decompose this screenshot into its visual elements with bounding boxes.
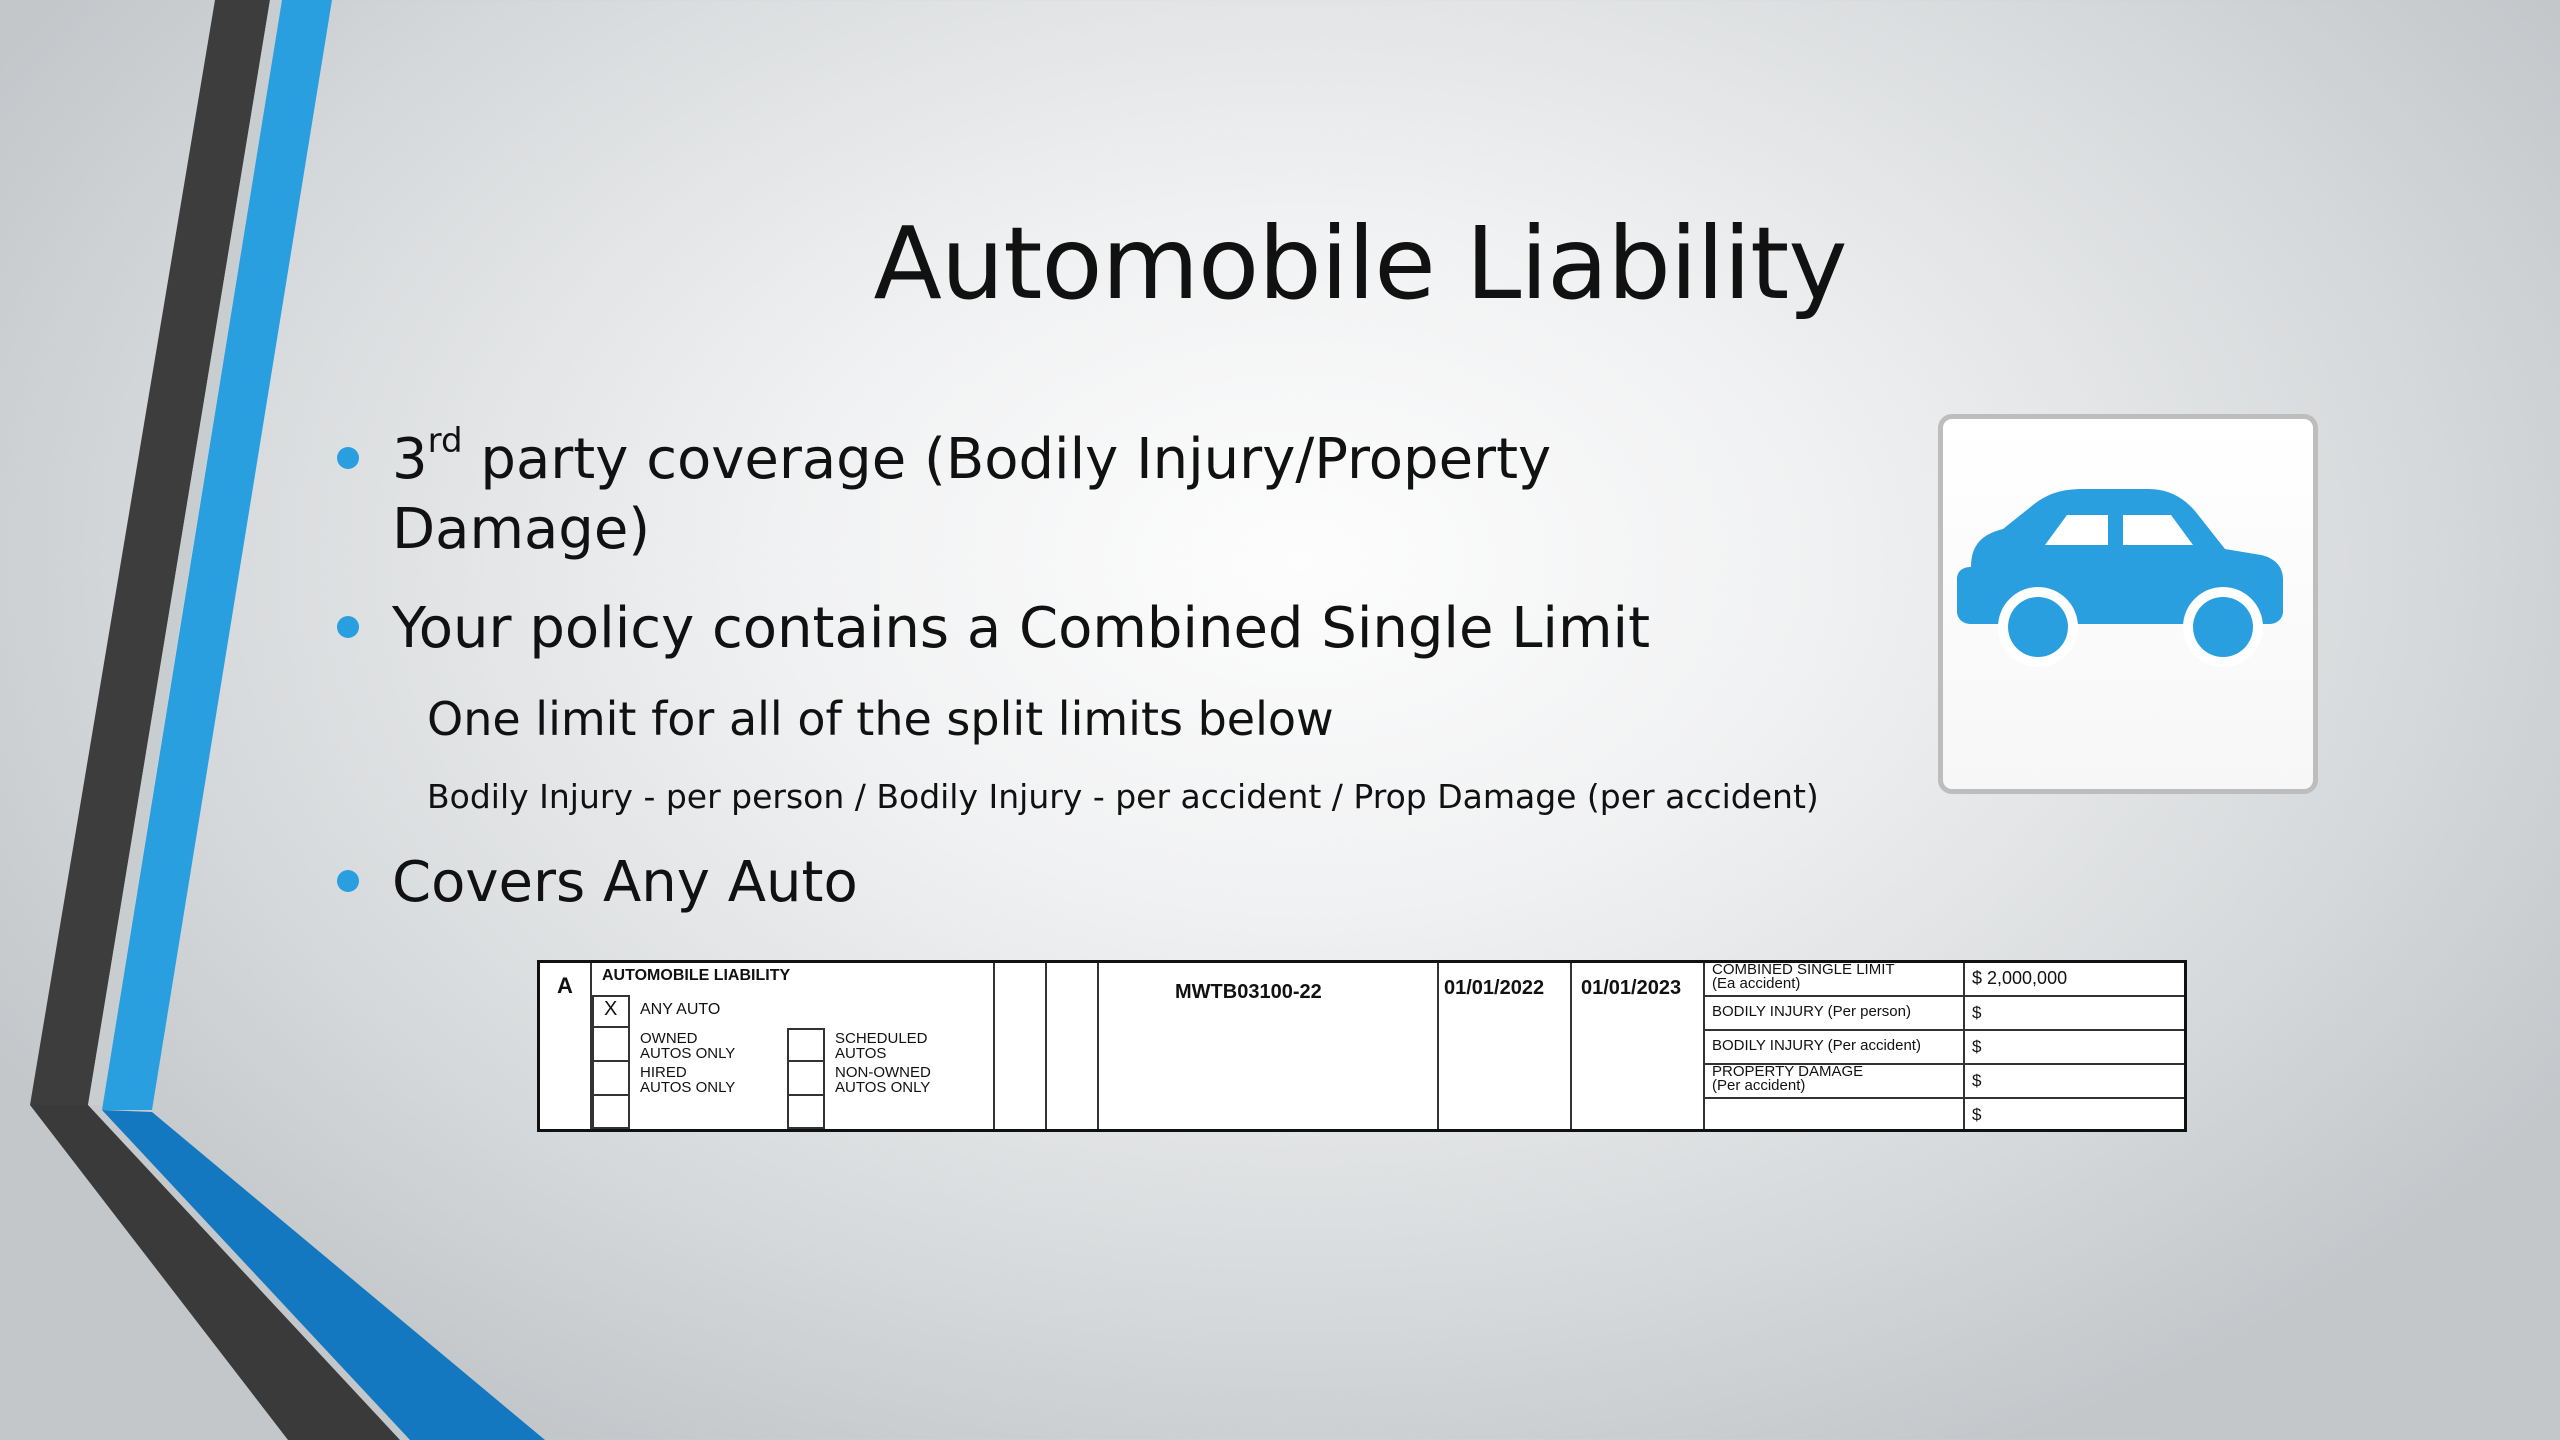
bullet-text: Covers Any Auto: [392, 850, 858, 915]
light-sliver: [88, 0, 282, 1105]
slide-title: Automobile Liability: [873, 205, 1847, 322]
policy-effective-date: 01/01/2022: [1444, 977, 1545, 999]
bullet-text-rest: party coverage (Bodily Injury/Property: [462, 427, 1552, 492]
bullet-third-party: [330, 421, 1552, 565]
non-owned-autos-label: NON-OWNED AUTOS ONLY: [835, 1064, 931, 1096]
bullet-dot: [337, 616, 359, 638]
sub-bullet-split-limits: Bodily Injury - per person / Bodily Injury - per accident / Prop Damage (per accident): [427, 777, 1819, 816]
bullet-dot: [337, 447, 359, 469]
bullet-text: Your policy contains a Combined Single Limit: [392, 596, 1651, 661]
bullet-dot: [337, 870, 359, 892]
extra-checkbox-1: [592, 1096, 630, 1129]
limit-value-bi-person: $: [1972, 1003, 1982, 1022]
hired-autos-label: HIRED AUTOS ONLY: [640, 1064, 736, 1096]
limit-label-bi-accident: BODILY INJURY (Per accident): [1712, 1037, 1921, 1054]
limit-value-combined-single: $ 2,000,000: [1972, 968, 2068, 988]
limit-value-other: $: [1972, 1105, 1982, 1124]
extra-checkbox-2: [787, 1096, 825, 1129]
bullet-superscript: rd: [427, 421, 463, 461]
bullet-combined-limit: [330, 594, 1650, 664]
insurer-letter: A: [557, 973, 573, 998]
hired-autos-checkbox: [592, 1062, 630, 1096]
coverage-heading: AUTOMOBILE LIABILITY: [602, 967, 791, 984]
bullet-text-line2: Damage): [392, 497, 651, 562]
car-icon-tile: [1938, 414, 2318, 794]
car-icon: [1943, 419, 2313, 789]
owned-autos-label: OWNED AUTOS ONLY: [640, 1030, 736, 1062]
sub-bullet-one-limit: One limit for all of the split limits below: [427, 692, 1334, 746]
non-owned-autos-checkbox: [787, 1062, 825, 1096]
dark-diagonal: [30, 1105, 400, 1440]
limit-label-combined-single: COMBINED SINGLE LIMIT (Ea accident): [1712, 961, 1895, 992]
scheduled-autos-checkbox: [787, 1028, 825, 1062]
any-auto-label: ANY AUTO: [640, 1001, 721, 1018]
limit-value-bi-accident: $: [1972, 1037, 1982, 1056]
policy-expiration-date: 01/01/2023: [1581, 977, 1682, 999]
scheduled-autos-label: SCHEDULED AUTOS: [835, 1030, 928, 1062]
certificate-auto-liability-table: [537, 960, 2187, 1132]
limit-value-property-damage: $: [1972, 1071, 1982, 1090]
limit-label-bi-person: BODILY INJURY (Per person): [1712, 1003, 1911, 1020]
bullet-text: 3: [392, 427, 428, 492]
bullet-any-auto: [330, 848, 858, 918]
owned-autos-checkbox: [592, 1028, 630, 1062]
any-auto-check-mark: X: [604, 998, 618, 1020]
limit-label-property-damage: PROPERTY DAMAGE (Per accident): [1712, 1063, 1864, 1094]
policy-number: MWTB03100-22: [1175, 981, 1322, 1003]
